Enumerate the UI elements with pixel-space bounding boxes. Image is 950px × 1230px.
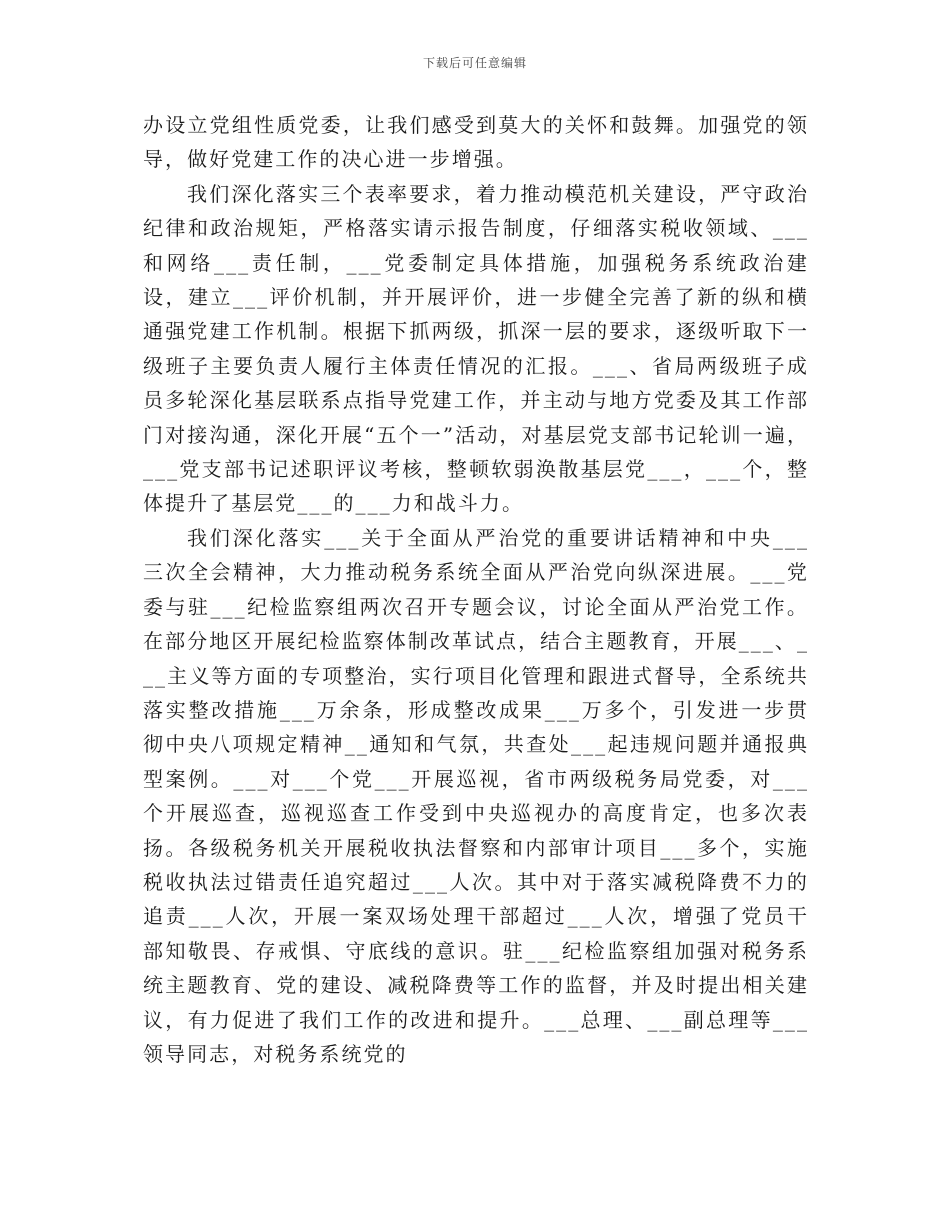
paragraph-1: 办设立党组性质党委，让我们感受到莫大的关怀和鼓舞。加强党的领导，做好党建工作的决心进一步增强。 <box>143 113 809 172</box>
paragraph-2: 我们深化落实三个表率要求，着力推动模范机关建设，严守政治纪律和政治规矩，严格落实请示报告制度，仔细落实税收领域、___和网络___责任制，___党委制定具体措施，加强税务系统政治建设，建立___评价机制，并开展评价，进一步健全完善了新的纵和横通强党建工作机制。根据下抓两级，抓深一层的要求，逐级听取下一级班子主要负责人履行主体责任情况的汇报。___、省局两级班子成员多轮深化基层联系点指导党建工作，并主动与地方党委及其工作部门对接沟通，深化开展“五个一”活动，对基层党支部书记轮训一遍，___党支部书记述职评议考核，整顿软弱涣散基层党___，___个，整体提升了基层党___的___力和战斗力。 <box>143 181 809 516</box>
document-body <box>143 108 809 1071</box>
paragraph-3: 我们深化落实___关于全面从严治党的重要讲话精神和中央___三次全会精神，大力推动税务系统全面从严治党向纵深进展。___党委与驻___纪检监察组两次召开专题会议，讨论全面从严治党工作。在部分地区开展纪检监察体制改革试点，结合主题教育，开展___、___主义等方面的专项整治，实行项目化管理和跟进式督导，全系统共落实整改措施___万余条，形成整改成果___万多个，引发进一步贯彻中央八项规定精神__通知和气氛，共查处___起违规问题并通报典型案例。___对___个党___开展巡视，省市两级税务局党委，对___个开展巡查，巡视巡查工作受到中央巡视办的高度肯定，也多次表扬。各级税务机关开展税收执法督察和内部审计项目___多个，实施税收执法过错责任追究超过___人次。其中对于落实减税降费不力的追责___人次，开展一案双场处理干部超过___人次，增强了党员干部知敬畏、存戒惧、守底线的意识。驻___纪检监察组加强对税务系统主题教育、党的建设、减税降费等工作的监督，并及时提出相关建议，有力促进了我们工作的改进和提升。___总理、___副总理等___领导同志，对税务系统党的 <box>143 525 809 1066</box>
header-note: 下载后可任意编辑 <box>422 56 527 70</box>
